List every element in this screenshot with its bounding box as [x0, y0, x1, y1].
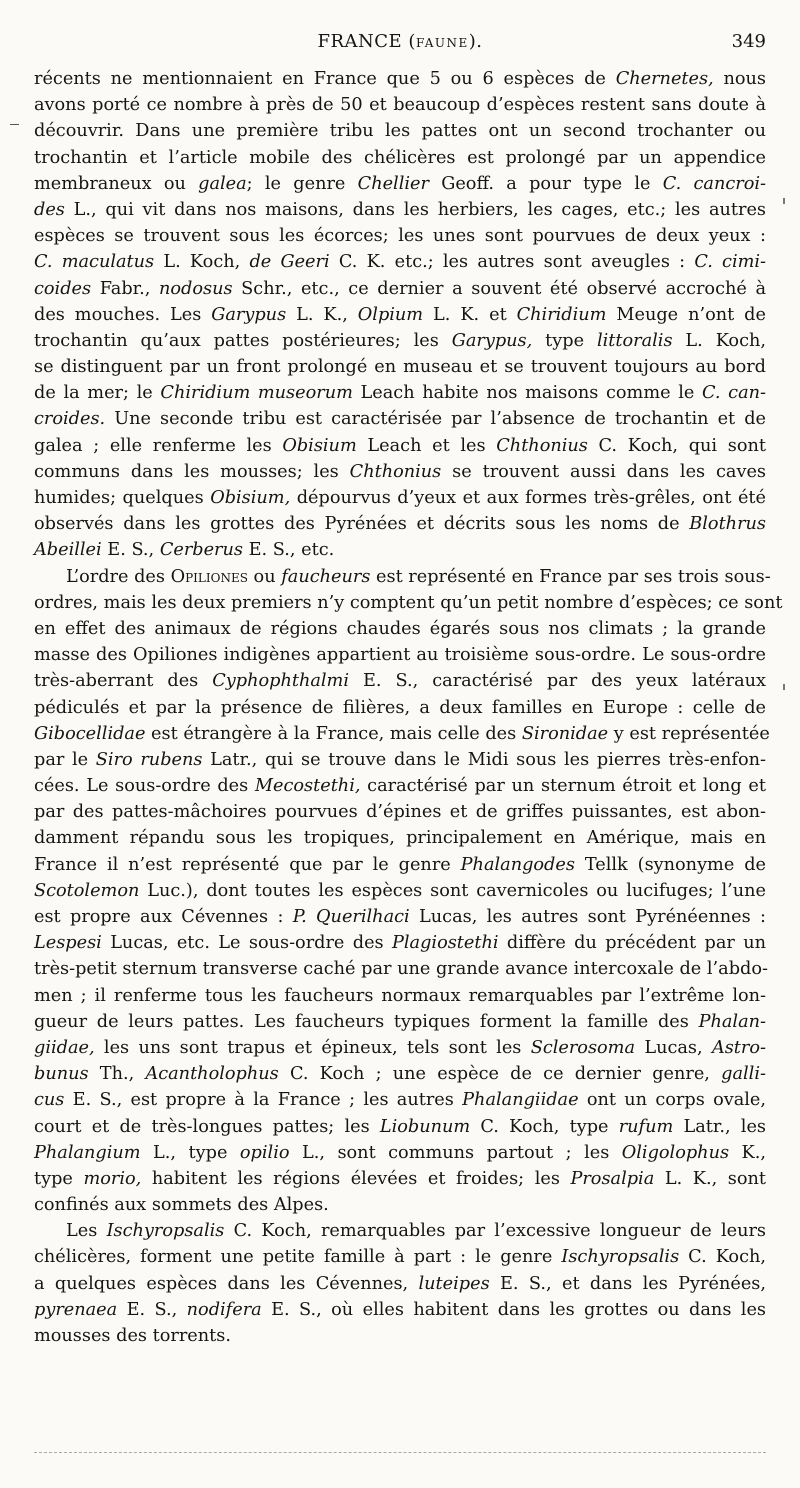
text-run: Luc.), dont toutes les espèces sont cavernicoles ou lucifuges; l’une: [139, 880, 766, 901]
text-line: [34, 1166, 766, 1192]
italic-term: C. can-: [702, 383, 767, 404]
italic-term: Olpium: [357, 304, 424, 325]
text-run: type: [532, 330, 597, 351]
italic-term: Chellier: [357, 173, 429, 194]
italic-term: Mecostethi,: [254, 776, 361, 797]
italic-term: faucheurs: [281, 566, 371, 587]
text-run: habitent les régions élevées et froides; les: [141, 1168, 571, 1189]
text-line: [34, 983, 766, 1009]
text-run: y est représentée: [608, 723, 770, 744]
text-line: [34, 1087, 766, 1113]
italic-term: Chthonius: [496, 435, 588, 456]
text-run: men ; il renferme tous les faucheurs normaux remarquables par l’extrême lon-: [34, 985, 766, 1006]
text-run: pédiculés et par la présence de filières, a deux familles en Europe : celle de: [34, 697, 766, 718]
italic-term: Phalangium: [34, 1142, 141, 1163]
text-line: [34, 118, 766, 144]
text-line: [34, 537, 766, 563]
text-run: très-aberrant des: [34, 671, 213, 692]
italic-term: nodifera: [186, 1299, 262, 1320]
text-run: très-petit sternum transverse caché par une grande avance intercoxale de l’abdo-: [34, 959, 768, 980]
text-run: E. S., caractérisé par des yeux latéraux: [348, 671, 766, 692]
italic-term: Lespesi: [34, 933, 102, 954]
text-run: L’ordre des: [66, 566, 171, 587]
running-title-smallcaps: FAUNE: [415, 36, 469, 50]
text-run: galea ; elle renferme les: [34, 435, 283, 456]
text-line: [34, 328, 766, 354]
text-run: L., sont communs partout ; les: [289, 1142, 622, 1163]
text-line: [34, 354, 766, 380]
italic-term: rufum: [618, 1116, 674, 1137]
text-line: [34, 1009, 766, 1035]
text-line: [34, 1035, 766, 1061]
text-line: [34, 197, 766, 223]
text-run: diffère du précédent par un: [498, 933, 766, 954]
italic-term: bunus: [34, 1064, 89, 1085]
italic-term: morio,: [83, 1168, 142, 1189]
text-run: les uns sont trapus et épineux, tels sont les: [94, 1037, 531, 1058]
text-line: [34, 1244, 766, 1270]
text-run: trochantin qu’aux pattes postérieures; les: [34, 330, 452, 351]
text-run: par des pattes-mâchoires pourvues d’épines et de griffes puissantes, est abon-: [34, 802, 766, 823]
text-line: [34, 668, 766, 694]
text-line: [34, 249, 766, 275]
text-run: court et de très-longues pattes; les: [34, 1116, 380, 1137]
text-run: K.,: [729, 1142, 766, 1163]
text-line: [34, 825, 766, 851]
text-line: [34, 302, 766, 328]
margin-mark: [10, 124, 19, 125]
running-title: [34, 30, 766, 55]
italic-term: Ischyropsalis: [106, 1221, 225, 1242]
text-run: damment répandu sous les tropiques, principalement en Amérique, mais en: [34, 828, 766, 849]
text-run: récents ne mentionnaient en France que 5 ou 6 espèces de: [34, 69, 616, 89]
italic-term: C. cimi-: [694, 252, 767, 273]
text-run: en effet des animaux de régions chaudes égarés sous nos climats ; la grande: [34, 618, 766, 639]
italic-term: coides: [34, 278, 92, 299]
italic-term: nodosus: [159, 278, 233, 299]
text-run: membraneux ou: [34, 173, 199, 194]
text-run: ; le genre: [246, 173, 358, 194]
italic-term: opilio: [239, 1142, 290, 1163]
text-run: masse des Opiliones indigènes appartient au troisième sous-ordre. Le sous-ordre: [34, 645, 766, 666]
text-line: [34, 1323, 766, 1349]
text-run: Leach et les: [356, 435, 497, 456]
text-line: [34, 695, 766, 721]
text-run: C. K. etc.; les autres sont aveugles :: [329, 252, 695, 273]
text-run: ont un corps ovale,: [578, 1090, 766, 1111]
text-run: par le: [34, 749, 96, 770]
italic-term: Plagiostethi: [391, 933, 499, 954]
text-run: Latr., qui se trouve dans le Midi sous les pierres très-enfon-: [202, 749, 766, 770]
italic-term: Blothrus: [689, 514, 766, 535]
italic-term: Abeillei: [34, 540, 102, 561]
page-number: 349: [731, 31, 766, 52]
text-line: [34, 564, 771, 590]
italic-term: galea: [198, 173, 247, 194]
text-line: [34, 145, 766, 171]
body-text: [34, 66, 783, 1349]
text-run: humides; quelques: [34, 488, 211, 508]
text-run: nous: [713, 69, 766, 89]
text-line: [34, 1114, 766, 1140]
text-line: [34, 1297, 766, 1323]
text-line: [34, 773, 766, 799]
text-run: observés dans les grottes des Pyrénées et décrits sous les noms de: [34, 514, 690, 535]
text-run: Lucas, etc. Le sous-ordre des: [101, 933, 392, 954]
text-run: des mouches. Les: [34, 304, 212, 325]
text-run: cées. Le sous-ordre des: [34, 776, 255, 797]
text-run: Geoff. a pour type le: [428, 173, 663, 194]
text-line: [34, 433, 766, 459]
text-run: type: [34, 1168, 84, 1189]
text-line: [34, 930, 766, 956]
text-run: avons porté ce nombre à près de 50 et beaucoup d’espèces restent sans doute à: [34, 95, 766, 116]
text-run: confinés aux sommets des Alpes.: [34, 1195, 329, 1216]
margin-speck: [783, 684, 785, 690]
text-run: E. S.,: [101, 540, 160, 561]
text-run: est représenté en France par ses trois sous-: [370, 566, 771, 587]
text-run: Leach habite nos maisons comme le: [352, 383, 702, 404]
italic-term: de Geeri: [249, 252, 330, 273]
text-run: se distinguent par un front prolongé en museau et se trouvent toujours au bord: [34, 357, 766, 378]
text-line: [34, 459, 766, 485]
text-run: ou: [247, 566, 282, 587]
text-run: Th.,: [88, 1064, 146, 1085]
text-line: [34, 1140, 766, 1166]
text-run: Lucas,: [635, 1037, 712, 1058]
text-run: C. Koch, qui sont: [587, 435, 766, 456]
footer-rule: [34, 1452, 766, 1453]
text-line: [34, 1192, 766, 1218]
text-run: E. S., est propre à la France ; les autres: [64, 1090, 463, 1111]
text-run: France il n’est représenté que par le genre: [34, 854, 461, 875]
italic-term: Garypus,: [451, 330, 533, 351]
italic-term: Gibocellidae: [34, 723, 146, 744]
text-run: L. Koch,: [154, 252, 250, 273]
text-run: espèces se trouvent sous les écorces; les unes sont pourvues de deux yeux :: [34, 226, 766, 247]
text-line: [34, 171, 766, 197]
text-line: [34, 1061, 766, 1087]
italic-term: pyrenaea: [34, 1299, 118, 1320]
italic-term: Ischyropsalis: [561, 1247, 680, 1268]
text-line: [34, 799, 766, 825]
italic-term: Cerberus: [159, 540, 243, 561]
text-line: [34, 956, 766, 982]
text-line: [34, 511, 766, 537]
text-run: ordres, mais les deux premiers n’y comptent qu’un petit nombre d’espèces; ce sont: [34, 592, 783, 613]
text-run: chélicères, forment une petite famille à part : le genre: [34, 1247, 562, 1268]
text-run: caractérisé par un sternum étroit et long et: [360, 776, 766, 797]
italic-term: Prosalpia: [570, 1168, 655, 1189]
text-run: L. K.,: [286, 304, 358, 325]
smallcaps-term: Opiliones: [170, 566, 248, 587]
italic-term: Liobunum: [379, 1116, 471, 1137]
italic-term: C. maculatus: [34, 252, 155, 273]
text-line: [34, 616, 766, 642]
italic-term: Obisium: [282, 435, 357, 456]
text-run: Schr., etc., ce dernier a souvent été observé accroché à: [232, 278, 766, 299]
text-run: C. Koch ; une espèce de ce dernier genre,: [278, 1064, 722, 1085]
italic-term: Chernetes,: [615, 69, 714, 89]
italic-term: littoralis: [596, 330, 673, 351]
running-header: [34, 30, 766, 54]
italic-term: C. cancroi-: [662, 173, 766, 194]
text-run: Tellk (synonyme de: [574, 854, 766, 875]
text-run: communs dans les mousses; les: [34, 461, 350, 482]
text-line: [34, 642, 766, 668]
italic-term: Phalangodes: [460, 854, 575, 875]
text-line: [34, 852, 766, 878]
text-run: C. Koch, type: [470, 1116, 619, 1137]
italic-term: Siro rubens: [95, 749, 203, 770]
italic-term: Sironidae: [521, 723, 609, 744]
text-run: est propre aux Cévennes :: [34, 907, 293, 927]
italic-term: Phalangiidae: [462, 1090, 579, 1111]
text-run: Latr., les: [673, 1116, 766, 1137]
text-run: L. K. et: [423, 304, 517, 325]
italic-term: luteipes: [418, 1273, 490, 1294]
italic-term: Chiridium museorum: [160, 383, 353, 404]
text-run: est étrangère à la France, mais celle des: [145, 723, 522, 744]
text-line: [34, 878, 766, 904]
italic-term: cus: [34, 1090, 65, 1111]
italic-term: Scotolemon: [34, 880, 140, 901]
text-line: [34, 276, 766, 302]
text-run: dépourvus d’yeux et aux formes très-grêles, ont été: [290, 488, 766, 508]
text-line: [34, 406, 766, 432]
text-run: Une seconde tribu est caractérisée par l’absence de trochantin et de: [105, 409, 766, 430]
italic-term: Astro-: [711, 1037, 766, 1058]
text-run: mousses des torrents.: [34, 1326, 231, 1346]
italic-term: Chthonius: [349, 461, 442, 482]
italic-term: galli-: [721, 1064, 766, 1085]
text-run: L., type: [140, 1142, 240, 1163]
italic-term: P. Querilhaci: [292, 907, 410, 927]
italic-term: Obisium,: [210, 488, 291, 508]
italic-term: Cyphophthalmi: [212, 671, 349, 692]
text-run: Fabr.,: [91, 278, 160, 299]
text-line: [34, 66, 766, 92]
italic-term: Acantholophus: [145, 1064, 279, 1085]
italic-term: Sclerosoma: [530, 1037, 635, 1058]
text-run: de la mer; le: [34, 383, 161, 404]
text-run: se trouvent aussi dans les caves: [441, 461, 766, 482]
text-run: L. K., sont: [654, 1168, 766, 1189]
text-run: E. S., et dans les Pyrénées,: [489, 1273, 766, 1294]
text-run: trochantin et l’article mobile des chélicères est prolongé par un appendice: [34, 147, 766, 168]
text-line: [34, 223, 766, 249]
italic-term: Garypus: [211, 304, 287, 325]
italic-term: Oligolophus: [621, 1142, 730, 1163]
running-title-close: ).: [468, 31, 483, 52]
text-run: E. S.,: [117, 1299, 187, 1320]
text-line: [34, 92, 766, 118]
text-run: C. Koch, remarquables par l’excessive longueur de leurs: [224, 1221, 766, 1242]
italic-term: Chiridium: [516, 304, 607, 325]
text-run: L., qui vit dans nos maisons, dans les herbiers, les cages, etc.; les autres: [64, 199, 766, 220]
text-run: Les: [66, 1221, 107, 1242]
running-title-main: FRANCE (: [317, 31, 416, 52]
italic-term: Phalan-: [698, 1011, 766, 1032]
text-run: a quelques espèces dans les Cévennes,: [34, 1273, 419, 1294]
text-run: gueur de leurs pattes. Les faucheurs typiques forment la famille des: [34, 1011, 699, 1032]
text-run: découvrir. Dans une première tribu les pattes ont un second trochanter ou: [34, 121, 766, 142]
text-run: L. Koch,: [672, 330, 766, 351]
text-line: [34, 1218, 766, 1244]
text-line: [34, 380, 766, 406]
italic-term: des: [34, 199, 65, 220]
text-line: [34, 904, 766, 930]
text-line: [34, 721, 770, 747]
text-run: Meuge n’ont de: [606, 304, 766, 325]
italic-term: croides.: [34, 409, 106, 430]
text-line: [34, 747, 766, 773]
italic-term: giidae,: [34, 1037, 95, 1058]
text-line: [34, 1271, 766, 1297]
text-run: E. S., etc.: [242, 540, 335, 561]
text-line: [34, 590, 783, 616]
text-run: E. S., où elles habitent dans les grottes ou dans les: [261, 1299, 766, 1320]
text-run: Lucas, les autres sont Pyrénéennes :: [409, 907, 766, 927]
margin-speck: [783, 198, 785, 204]
text-line: [34, 485, 766, 511]
text-run: C. Koch,: [679, 1247, 766, 1268]
